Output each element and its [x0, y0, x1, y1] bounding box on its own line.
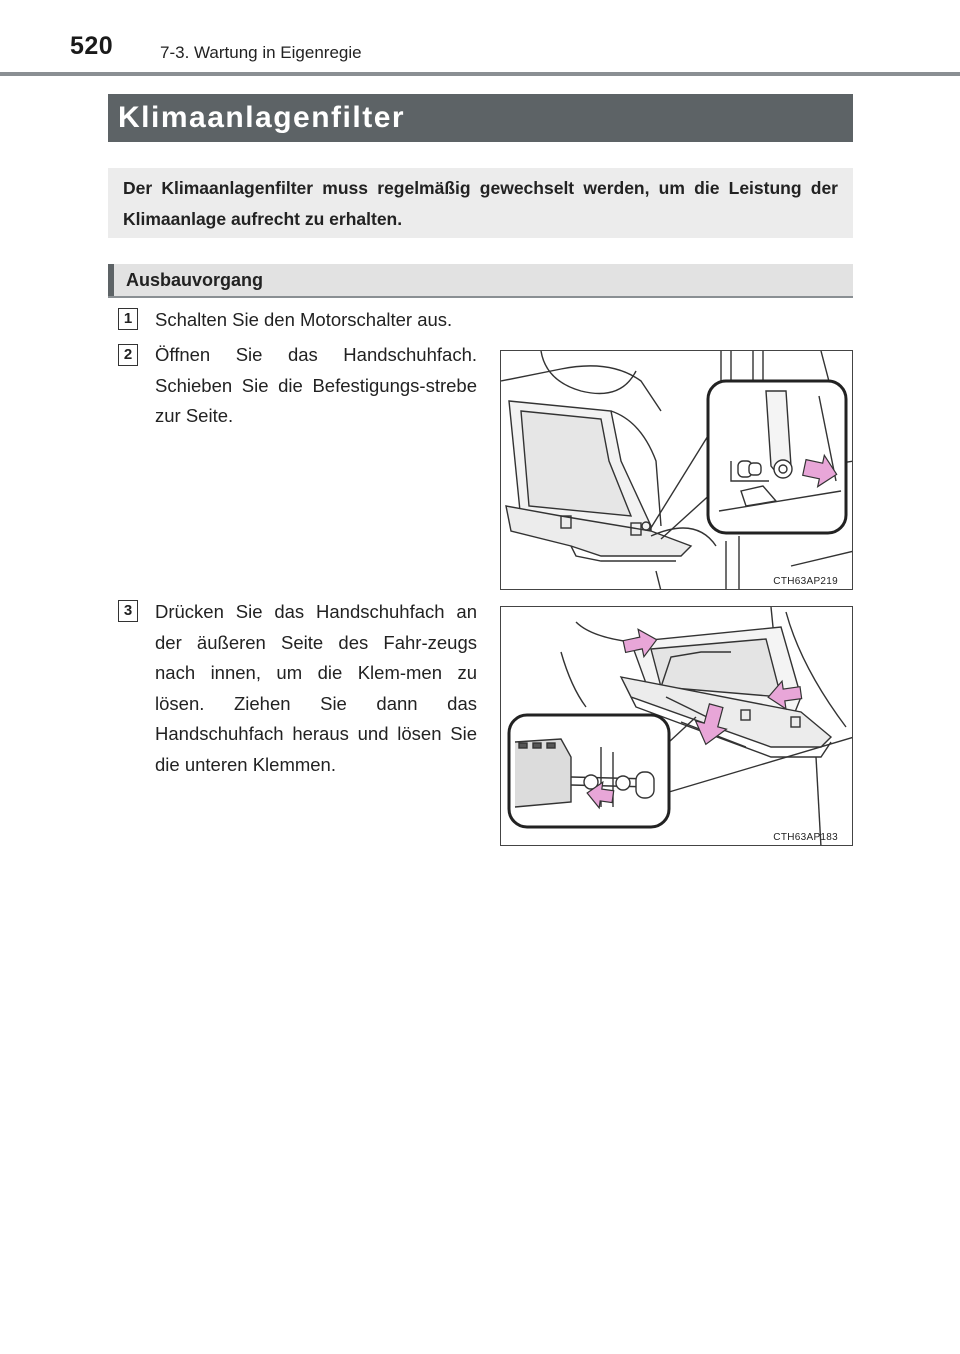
intro-box: Der Klimaanlagenfilter muss regelmäßig gewechselt werden, um die Leistung der Klimaanlage aufrecht zu erhalten.: [108, 168, 853, 238]
section-heading: [108, 264, 853, 298]
figure-glovebox-strut: [500, 350, 853, 590]
step-text-3: Drücken Sie das Handschuhfach an der äußeren Seite des Fahr-zeugs nach innen, um die Klem-men zu lösen. Ziehen Sie dann das Handschuhfach heraus und lösen Sie die unteren Klemmen.: [155, 601, 477, 775]
step-text-2: Öffnen Sie das Handschuhfach. Schieben Sie die Befestigungs-strebe zur Seite.: [155, 344, 477, 426]
figure-code: CTH63AP219: [773, 576, 838, 587]
page-number: 520: [70, 32, 114, 60]
step-text-1: Schalten Sie den Motorschalter aus.: [155, 309, 453, 330]
step-number-3: 3: [118, 600, 138, 622]
header-rule: [0, 72, 960, 76]
step-number-2: 2: [118, 344, 138, 366]
figure-glovebox-removal: [500, 606, 853, 846]
figure-code: CTH63AP183: [773, 832, 838, 843]
glovebox-removal-illustration: [501, 607, 853, 846]
glovebox-strut-illustration: [501, 351, 853, 590]
page-header: [0, 0, 960, 78]
page-title: Klimaanlagenfilter: [108, 94, 853, 142]
chapter-title: 7-3. Wartung in Eigenregie: [160, 43, 362, 62]
section-heading-label: Ausbauvorgang: [126, 270, 264, 290]
step-number-1: 1: [118, 308, 138, 330]
section-heading-bar: [108, 264, 114, 296]
